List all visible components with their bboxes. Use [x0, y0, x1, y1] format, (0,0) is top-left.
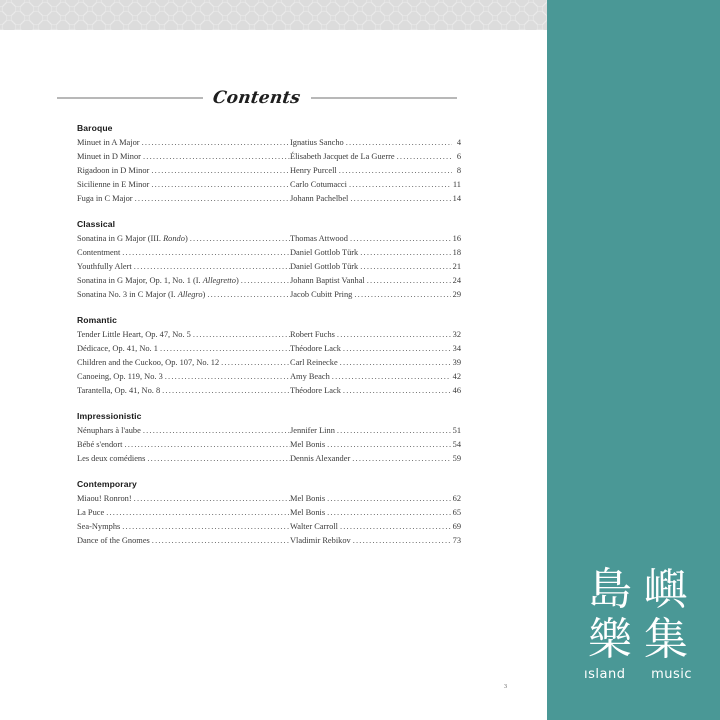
dot-leader — [339, 164, 452, 178]
composer-name: Henry Purcell — [290, 166, 337, 175]
piece-title-text: Sea-Nymphs — [77, 522, 121, 531]
dot-leader — [124, 438, 290, 452]
piece-title-cell — [77, 384, 290, 398]
piece-title-text: Children and the Cuckoo, Op. 107, No. 12 — [77, 358, 220, 367]
toc-section-baroque — [77, 121, 461, 206]
composer-name: Théodore Lack — [290, 344, 341, 353]
dot-leader — [397, 150, 452, 164]
piece-title-cell — [77, 260, 290, 274]
logo-characters — [584, 565, 694, 663]
piece-title — [77, 356, 221, 370]
piece-title — [77, 288, 207, 302]
composer-cell — [290, 492, 461, 506]
dot-leader — [151, 164, 290, 178]
piece-title-cell — [77, 178, 290, 192]
composer-cell — [290, 192, 461, 206]
dot-leader — [241, 274, 290, 288]
table-of-contents — [77, 121, 461, 559]
piece-title — [77, 328, 193, 342]
toc-entry[interactable] — [77, 150, 461, 164]
dot-leader — [327, 506, 450, 520]
composer-name: Carlo Cotumacci — [290, 180, 347, 189]
composer-cell — [290, 356, 461, 370]
piece-title — [77, 150, 143, 164]
toc-entry[interactable] — [77, 246, 461, 260]
dot-leader — [152, 534, 290, 548]
piece-title-cell — [77, 424, 290, 438]
dot-leader — [134, 492, 290, 506]
composer-cell — [290, 370, 461, 384]
composer-name: Carl Reinecke — [290, 358, 338, 367]
piece-title — [77, 492, 134, 506]
piece-title — [77, 438, 124, 452]
dot-leader — [349, 178, 451, 192]
piece-title-text: La Puce — [77, 508, 105, 517]
piece-movement-tempo: Allegretto — [202, 276, 236, 285]
piece-title-cell — [77, 356, 290, 370]
piece-title-text: Tarantella, Op. 41, No. 8 — [77, 386, 161, 395]
composer-name: Dennis Alexander — [290, 454, 351, 463]
page-ref: 65 — [452, 508, 461, 517]
composer-cell — [290, 164, 461, 178]
piece-title-text: Sonatina in G Major, Op. 1, No. 1 (I. — [77, 276, 203, 285]
piece-title-cell — [77, 328, 290, 342]
page-ref: 39 — [452, 358, 461, 367]
piece-title-text: Miaou! Ronron! — [77, 494, 132, 503]
dot-leader — [360, 246, 450, 260]
dot-leader — [165, 370, 290, 384]
page-ref: 11 — [452, 180, 461, 189]
composer-name: Amy Beach — [290, 372, 330, 381]
dot-leader — [332, 370, 451, 384]
composer-cell — [290, 328, 461, 342]
dot-leader — [340, 520, 451, 534]
composer-name: Daniel Gottlob Türk — [290, 262, 359, 271]
piece-title — [77, 246, 122, 260]
composer-cell — [290, 150, 461, 164]
page-ref: 21 — [452, 262, 461, 271]
page-ref: 59 — [452, 454, 461, 463]
page-ref: 4 — [456, 138, 461, 147]
page-number: 3 — [504, 684, 507, 690]
dot-leader — [327, 492, 450, 506]
dot-leader — [135, 192, 290, 206]
page-ref: 69 — [452, 522, 461, 531]
dot-leader — [190, 232, 290, 246]
piece-title-text: Sonatina No. 3 in C Major (I. — [77, 290, 178, 299]
page-ref: 42 — [452, 372, 461, 381]
toc-entry[interactable] — [77, 520, 461, 534]
composer-cell — [290, 274, 461, 288]
piece-title-cell — [77, 506, 290, 520]
piece-title-text: Bébé s'endort — [77, 440, 123, 449]
section-title: Classical — [77, 219, 116, 229]
page-ref: 24 — [452, 276, 461, 285]
piece-title-cell — [77, 136, 290, 150]
composer-name: Mel Bonis — [290, 440, 326, 449]
piece-title-cell — [77, 274, 290, 288]
toc-section-classical — [77, 217, 461, 302]
section-title: Romantic — [77, 315, 117, 325]
dot-leader — [327, 438, 450, 452]
dot-leader — [122, 246, 290, 260]
section-title: Impressionistic — [77, 411, 142, 421]
composer-cell — [290, 384, 461, 398]
composer-name: Ignatius Sancho — [290, 138, 344, 147]
piece-title — [77, 520, 122, 534]
composer-name: Johann Pachelbel — [290, 194, 349, 203]
piece-title-text: Dédicace, Op. 41, No. 1 — [77, 344, 158, 353]
toc-entry[interactable] — [77, 356, 461, 370]
contents-heading — [57, 86, 457, 110]
toc-section-romantic — [77, 313, 461, 398]
piece-title — [77, 384, 162, 398]
page-ref: 51 — [452, 426, 461, 435]
section-title: Baroque — [77, 123, 113, 133]
piece-title — [77, 534, 152, 548]
piece-title-cell — [77, 438, 290, 452]
composer-name: Jacob Cubitt Pring — [290, 290, 353, 299]
logo-char: 集 — [644, 614, 688, 665]
piece-title-cell — [77, 232, 290, 246]
dot-leader — [207, 288, 290, 302]
piece-title — [77, 232, 190, 246]
brand-panel — [547, 0, 720, 720]
toc-entry[interactable] — [77, 506, 461, 520]
page-ref: 29 — [452, 290, 461, 299]
piece-title-text: Fuga in C Major — [77, 194, 133, 203]
dot-leader — [143, 424, 290, 438]
piece-title-suffix: ) — [202, 290, 206, 299]
toc-entry[interactable] — [77, 178, 461, 192]
toc-entry[interactable] — [77, 232, 461, 246]
decorative-pattern-band — [0, 0, 547, 30]
piece-title-cell — [77, 150, 290, 164]
composer-name: Vladimir Rebikov — [290, 536, 351, 545]
dot-leader — [354, 288, 450, 302]
heading-rule-left — [57, 97, 203, 99]
dot-leader — [343, 384, 451, 398]
dot-leader — [350, 232, 451, 246]
logo-subtitle — [584, 667, 692, 682]
piece-title — [77, 178, 151, 192]
piece-title-text: Nénuphars à l'aube — [77, 426, 141, 435]
piece-title-text: Tender Little Heart, Op. 47, No. 5 — [77, 330, 191, 339]
composer-cell — [290, 288, 461, 302]
composer-name: Walter Carroll — [290, 522, 338, 531]
composer-cell — [290, 136, 461, 150]
piece-title-text: Canoeing, Op. 119, No. 3 — [77, 372, 163, 381]
composer-name: Johann Baptist Vanhal — [290, 276, 365, 285]
composer-name: Mel Bonis — [290, 508, 326, 517]
piece-title-cell — [77, 192, 290, 206]
dot-leader — [162, 384, 290, 398]
piece-movement-tempo: Rondo — [163, 234, 185, 243]
piece-title-text: Youthfully Alert — [77, 262, 132, 271]
dot-leader — [134, 260, 290, 274]
toc-entry[interactable] — [77, 492, 461, 506]
toc-entry[interactable] — [77, 342, 461, 356]
dot-leader — [360, 260, 450, 274]
dot-leader — [353, 534, 451, 548]
piece-title — [77, 274, 241, 288]
piece-title — [77, 452, 147, 466]
page-ref: 73 — [452, 536, 461, 545]
toc-entry[interactable] — [77, 192, 461, 206]
piece-title-text: Minuet in A Major — [77, 138, 140, 147]
page-ref: 62 — [452, 494, 461, 503]
toc-entry[interactable] — [77, 534, 461, 548]
piece-title-cell — [77, 246, 290, 260]
dot-leader — [350, 192, 450, 206]
piece-title — [77, 342, 160, 356]
composer-name: Élisabeth Jacquet de La Guerre — [290, 152, 395, 161]
composer-cell — [290, 232, 461, 246]
composer-cell — [290, 520, 461, 534]
piece-title-text: Rigadoon in D Minor — [77, 166, 150, 175]
dot-leader — [367, 274, 451, 288]
section-title: Contemporary — [77, 479, 137, 489]
logo-word-island: ısland — [584, 667, 626, 682]
dot-leader — [143, 150, 290, 164]
piece-title-cell — [77, 342, 290, 356]
piece-title-text: Dance of the Gnomes — [77, 536, 150, 545]
toc-entry[interactable] — [77, 424, 461, 438]
toc-section-impressionistic — [77, 409, 461, 466]
dot-leader — [343, 342, 451, 356]
dot-leader — [106, 506, 290, 520]
composer-cell — [290, 534, 461, 548]
page-ref: 34 — [452, 344, 461, 353]
composer-cell — [290, 424, 461, 438]
piece-title — [77, 370, 165, 384]
page-ref: 32 — [452, 330, 461, 339]
dot-leader — [340, 356, 451, 370]
composer-cell — [290, 506, 461, 520]
island-music-logo — [584, 565, 694, 682]
page-ref: 46 — [452, 386, 461, 395]
toc-entry[interactable] — [77, 288, 461, 302]
page-ref: 18 — [452, 248, 461, 257]
composer-name: Daniel Gottlob Türk — [290, 248, 359, 257]
dot-leader — [151, 178, 290, 192]
logo-char: 嶼 — [644, 564, 688, 615]
toc-section-contemporary — [77, 477, 461, 548]
page-title: Contents — [211, 88, 303, 108]
toc-entry[interactable] — [77, 384, 461, 398]
piece-title-cell — [77, 370, 290, 384]
dot-leader — [346, 136, 452, 150]
dot-leader — [337, 424, 451, 438]
page-ref: 8 — [456, 166, 461, 175]
dot-leader — [193, 328, 290, 342]
composer-name: Mel Bonis — [290, 494, 326, 503]
piece-title — [77, 136, 142, 150]
toc-entry[interactable] — [77, 452, 461, 466]
dot-leader — [142, 136, 290, 150]
toc-entry[interactable] — [77, 438, 461, 452]
piece-title-cell — [77, 492, 290, 506]
toc-entry[interactable] — [77, 370, 461, 384]
composer-name: Robert Fuchs — [290, 330, 335, 339]
dot-leader — [337, 328, 451, 342]
page-ref: 6 — [456, 152, 461, 161]
piece-title — [77, 260, 134, 274]
piece-title — [77, 192, 135, 206]
piece-title-text: Sicilienne in E Minor — [77, 180, 150, 189]
piece-title — [77, 506, 106, 520]
logo-char: 島 — [588, 564, 632, 615]
piece-title-cell — [77, 520, 290, 534]
piece-title — [77, 424, 143, 438]
piece-title-text: Minuet in D Minor — [77, 152, 141, 161]
composer-name: Jennifer Linn — [290, 426, 335, 435]
piece-title-cell — [77, 534, 290, 548]
composer-name: Théodore Lack — [290, 386, 341, 395]
toc-entry[interactable] — [77, 136, 461, 150]
composer-cell — [290, 438, 461, 452]
dot-leader — [352, 452, 450, 466]
toc-entry[interactable] — [77, 260, 461, 274]
piece-title-cell — [77, 164, 290, 178]
dot-leader — [147, 452, 290, 466]
piece-title-cell — [77, 288, 290, 302]
page-ref: 54 — [452, 440, 461, 449]
composer-cell — [290, 246, 461, 260]
composer-cell — [290, 342, 461, 356]
dot-leader — [160, 342, 290, 356]
logo-word-music: music — [651, 667, 692, 682]
piece-title-suffix: ) — [235, 276, 239, 285]
composer-cell — [290, 178, 461, 192]
piece-title-text: Les deux comédiens — [77, 454, 146, 463]
composer-cell — [290, 452, 461, 466]
toc-entry[interactable] — [77, 328, 461, 342]
piece-title-suffix: ) — [184, 234, 188, 243]
composer-cell — [290, 260, 461, 274]
piece-title — [77, 164, 151, 178]
dot-leader — [221, 356, 290, 370]
piece-title-text: Sonatina in G Major (III. — [77, 234, 164, 243]
logo-char: 樂 — [588, 614, 632, 665]
piece-title-cell — [77, 452, 290, 466]
piece-movement-tempo: Allegro — [177, 290, 203, 299]
toc-entry[interactable] — [77, 274, 461, 288]
dot-leader — [122, 520, 290, 534]
toc-entry[interactable] — [77, 164, 461, 178]
piece-title-text: Contentment — [77, 248, 121, 257]
composer-name: Thomas Attwood — [290, 234, 348, 243]
page-ref: 16 — [452, 234, 461, 243]
heading-rule-right — [311, 97, 457, 99]
page-ref: 14 — [452, 194, 461, 203]
